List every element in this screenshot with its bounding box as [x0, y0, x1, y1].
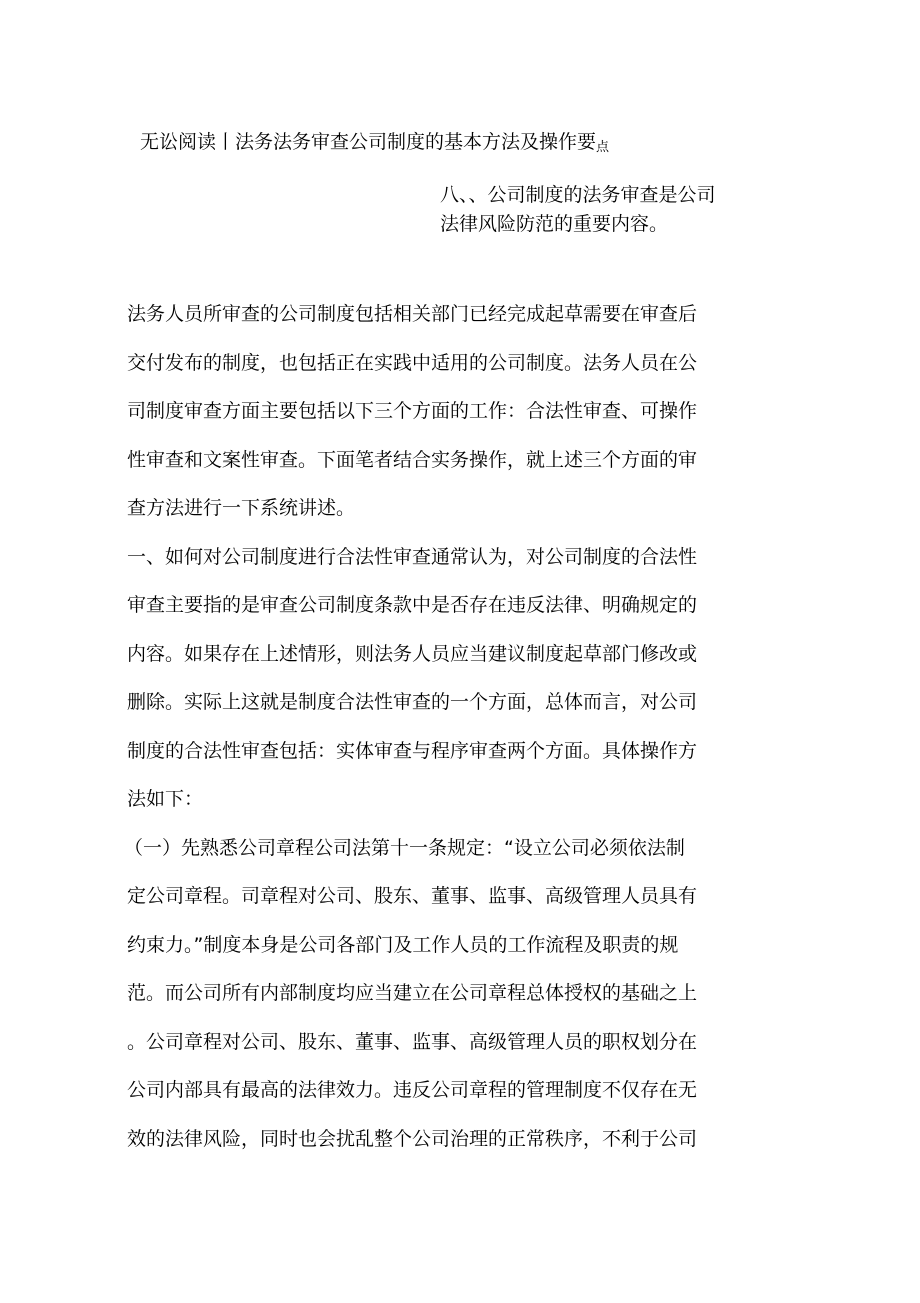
section-heading-line: 八、、公司制度的法务审查是公司	[440, 184, 716, 206]
body-line: 约束力。”制度本身是公司各部门及工作人员的工作流程及职责的规	[127, 933, 679, 956]
body-line: 效的法律风险，同时也会扰乱整个公司治理的正常秩序，不利于公司	[127, 1127, 698, 1150]
body-line: 。公司章程对公司、股东、董事、监事、高级管理人员的职权划分在	[127, 1030, 698, 1053]
body-line: 法务人员所审查的公司制度包括相关部门已经完成起草需要在审查后	[127, 303, 698, 325]
body-line: 范。而公司所有内部制度均应当建立在公司章程总体授权的基础之上	[127, 982, 698, 1004]
body-line: 司制度审查方面主要包括以下三个方面的工作：合法性审查、可操作	[127, 400, 698, 422]
body-line: 公司内部具有最高的法律效力。违反公司章程的管理制度不仅存在无	[127, 1079, 698, 1101]
body-line: 制度的合法性审查包括：实体审查与程序审查两个方面。具体操作方	[127, 739, 698, 762]
body-line: 法如下：	[127, 788, 204, 810]
body-text	[124, 295, 777, 1168]
body-line: 定公司章程。司章程对公司、股东、董事、监事、高级管理人员具有	[127, 885, 698, 907]
body-line: 审查主要指的是审查公司制度条款中是否存在违反法律、明确规定的	[127, 594, 698, 616]
section-heading-line: 法律风险防范的重要内容。	[440, 213, 669, 235]
title-main-text: 无讼阅读丨法务法务审查公司制度的基本方法及操作要	[140, 131, 597, 153]
body-line: 一、如何对公司制度进行合法性审查通常认为，对公司制度的合法性	[127, 545, 698, 568]
title-tail-text: 点	[596, 140, 610, 155]
body-line: 性审查和文案性审查。下面笔者结合实务操作，就上述三个方面的审	[127, 448, 698, 471]
body-line: 删除。实际上这就是制度合法性审查的一个方面，总体而言，对公司	[127, 691, 698, 713]
body-line: 交付发布的制度，也包括正在实践中适用的公司制度。法务人员在公	[127, 351, 698, 374]
body-line: 内容。如果存在上述情形，则法务人员应当建议制度起草部门修改或	[127, 642, 698, 665]
body-line: （一）先熟悉公司章程公司法第十一条规定：“设立公司必须依法制	[124, 836, 685, 859]
document-title	[140, 128, 609, 162]
body-line: 查方法进行一下系统讲述。	[127, 497, 356, 519]
section-heading	[440, 181, 770, 239]
